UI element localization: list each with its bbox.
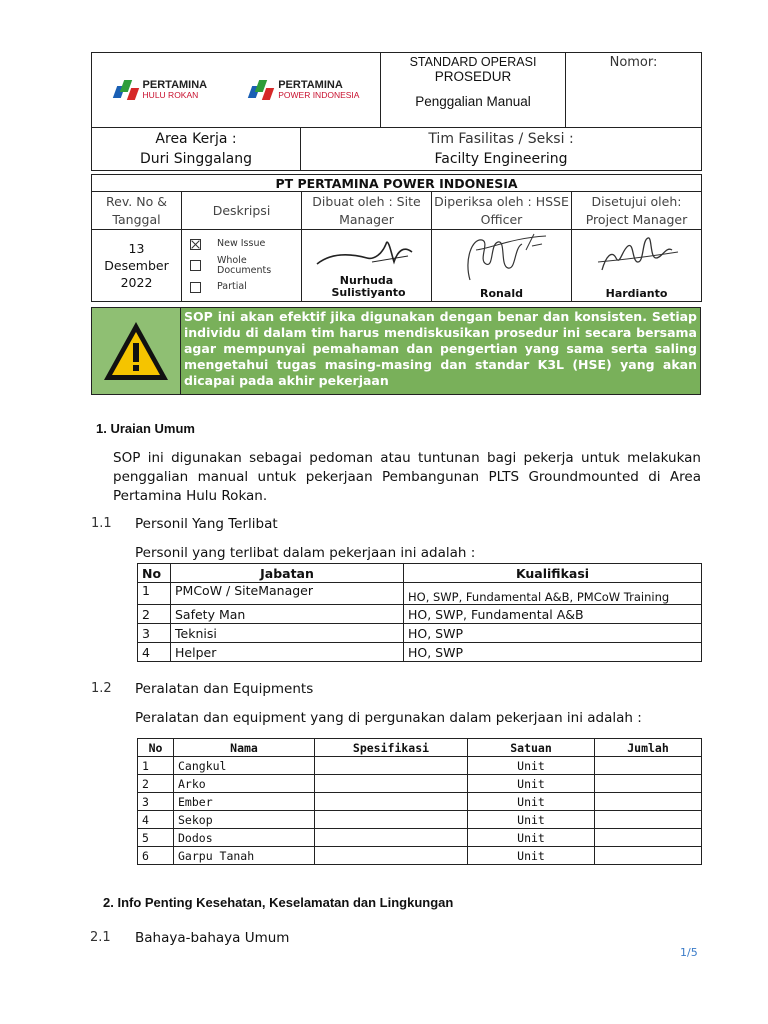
warning-text: SOP ini akan efektif jika digunakan dengan benar dan konsisten. Setiap individu di dalam tim harus mendiskusikan prosedur ini secara bersama agar mempunyai pemahaman dan pengertian yang sama serta saling mengetahui tugas masing-masing dan standar K3L (HSE) yang akan dicapai pada akhir pekerjaan [181, 308, 700, 394]
table-cell: Unit [468, 829, 595, 847]
logo2-name: PERTAMINA [278, 78, 343, 91]
option-new-issue [190, 239, 301, 250]
table-cell: HO, SWP, Fundamental A&B, PMCoW Training [404, 583, 702, 605]
table-cell: 3 [138, 624, 171, 643]
table-cell: Sekop [174, 811, 315, 829]
table-cell: Arko [174, 775, 315, 793]
section2-sub1-title: Bahaya-bahaya Umum [135, 930, 290, 946]
table-cell: HO, SWP, Fundamental A&B [404, 605, 702, 624]
sub1-number: 1.1 [91, 516, 112, 531]
table-row [138, 775, 702, 793]
table-cell: 2 [138, 775, 174, 793]
logo-cell [92, 53, 381, 128]
page-number: 1/5 [680, 946, 698, 959]
pertamina-logo-icon [248, 78, 274, 102]
table-cell [315, 757, 468, 775]
table-cell: Safety Man [171, 605, 404, 624]
pertamina-hulu-rokan-logo [113, 78, 208, 102]
date-month: Desember [104, 258, 169, 273]
table-cell [595, 829, 702, 847]
area-kerja-cell [92, 128, 301, 171]
personnel-header-jabatan: Jabatan [171, 564, 404, 583]
table-cell: Unit [468, 775, 595, 793]
table-row [138, 643, 702, 662]
equip-header-jumlah: Jumlah [595, 739, 702, 757]
table-row [138, 811, 702, 829]
approval-table [91, 174, 702, 302]
signature-ronald [442, 230, 562, 284]
table-cell: PMCoW / SiteManager [171, 583, 404, 605]
document-header [91, 52, 702, 171]
signer-made: Nurhuda Sulistiyanto [331, 274, 406, 299]
table-cell [595, 775, 702, 793]
table-row [138, 829, 702, 847]
personnel-header-kualifikasi: Kualifikasi [404, 564, 702, 583]
option-partial [190, 282, 301, 293]
col-made-header: Dibuat oleh : Site Manager [302, 192, 432, 230]
equipment-table [137, 738, 702, 865]
table-cell [315, 847, 468, 865]
sub2-intro: Peralatan dan equipment yang di pergunakan dalam pekerjaan ini adalah : [135, 710, 642, 726]
sub2-number: 1.2 [91, 681, 112, 696]
table-cell [595, 757, 702, 775]
table-row [138, 847, 702, 865]
description-options [182, 230, 302, 302]
date-day: 13 [128, 241, 145, 256]
table-cell: Cangkul [174, 757, 315, 775]
empty-box-icon [190, 282, 201, 293]
option-new-label: New Issue [217, 238, 266, 249]
sub1-intro: Personil yang terlibat dalam pekerjaan ini adalah : [135, 545, 476, 561]
table-cell: 1 [138, 583, 171, 605]
table-cell: 4 [138, 643, 171, 662]
sop-subtitle: Penggalian Manual [415, 94, 531, 109]
table-cell: Unit [468, 811, 595, 829]
table-cell [595, 847, 702, 865]
table-row [138, 605, 702, 624]
section2-heading: 2. Info Penting Kesehatan, Keselamatan dan Lingkungan [103, 895, 454, 910]
option-whole-documents [190, 256, 301, 276]
area-value: Duri Singgalang [140, 151, 252, 167]
col-desc-header: Deskripsi [182, 192, 302, 230]
table-cell: 5 [138, 829, 174, 847]
table-cell [315, 811, 468, 829]
sub1-title: Personil Yang Terlibat [135, 516, 278, 532]
table-row [138, 757, 702, 775]
warning-triangle-icon [101, 319, 171, 383]
pertamina-power-indonesia-logo [248, 78, 359, 102]
table-cell: Teknisi [171, 624, 404, 643]
table-cell: Helper [171, 643, 404, 662]
table-row [138, 583, 702, 605]
tim-label: Tim Fasilitas / Seksi : [428, 131, 574, 147]
logo2-sub: POWER INDONESIA [278, 90, 360, 101]
table-cell: Dodos [174, 829, 315, 847]
table-row [138, 624, 702, 643]
col-checked-header: Diperiksa oleh : HSSE Officer [432, 192, 572, 230]
table-cell [315, 775, 468, 793]
date-year: 2022 [120, 275, 153, 290]
section2-sub1-number: 2.1 [90, 930, 111, 945]
made-by-signature-cell [302, 230, 432, 302]
equip-header-no: No [138, 739, 174, 757]
table-cell: Ember [174, 793, 315, 811]
signer-approved: Hardianto [605, 287, 668, 300]
table-cell: Unit [468, 757, 595, 775]
sop-title-line2: PROSEDUR [434, 69, 512, 84]
signature-nurhuda [312, 232, 422, 272]
table-cell [595, 811, 702, 829]
option-partial-label: Partial [217, 281, 247, 292]
section1-heading: 1. Uraian Umum [96, 421, 195, 436]
signer-checked: Ronald [480, 287, 523, 300]
warning-box [91, 307, 701, 395]
personnel-header-no: No [138, 564, 171, 583]
nomor-cell [566, 53, 702, 128]
checked-by-signature-cell [432, 230, 572, 302]
equip-header-satuan: Satuan [468, 739, 595, 757]
checked-box-icon [190, 239, 201, 250]
area-label: Area Kerja : [155, 131, 237, 147]
table-cell [595, 793, 702, 811]
pertamina-logo-icon [113, 78, 139, 102]
sop-title-cell [381, 53, 566, 128]
sub2-title: Peralatan dan Equipments [135, 681, 314, 697]
table-cell: HO, SWP [404, 643, 702, 662]
col-approved-header: Disetujui oleh: Project Manager [572, 192, 702, 230]
logo1-sub: HULU ROKAN [142, 90, 199, 101]
signature-hardianto [582, 232, 692, 284]
logo1-name: PERTAMINA [142, 78, 208, 91]
nomor-label: Nomor: [609, 55, 658, 70]
table-cell [315, 829, 468, 847]
col-rev-header: Rev. No & Tanggal [92, 192, 182, 230]
option-whole-label: Whole Documents [217, 254, 272, 276]
table-cell: Unit [468, 847, 595, 865]
personnel-table [137, 563, 702, 662]
revision-date [92, 230, 182, 302]
table-cell: 1 [138, 757, 174, 775]
table-cell: 6 [138, 847, 174, 865]
tim-fasilitas-cell [301, 128, 702, 171]
table-cell: Garpu Tanah [174, 847, 315, 865]
equip-header-nama: Nama [174, 739, 315, 757]
section1-body: SOP ini digunakan sebagai pedoman atau tuntunan bagi pekerja untuk melakukan penggalian manual untuk pekerjaan Pembangunan PLTS Groundmounted di Area Pertamina Hulu Rokan. [113, 450, 701, 504]
table-cell: 4 [138, 811, 174, 829]
equip-header-spesifikasi: Spesifikasi [315, 739, 468, 757]
sop-title-line1: STANDARD OPERASI [409, 55, 537, 69]
company-name: PT PERTAMINA POWER INDONESIA [92, 175, 702, 192]
table-cell: Unit [468, 793, 595, 811]
empty-box-icon [190, 260, 201, 271]
table-cell: 3 [138, 793, 174, 811]
table-row [138, 793, 702, 811]
approved-by-signature-cell [572, 230, 702, 302]
warning-icon-cell [92, 308, 181, 394]
table-cell [315, 793, 468, 811]
tim-value: Facilty Engineering [434, 151, 568, 167]
table-cell: 2 [138, 605, 171, 624]
table-cell: HO, SWP [404, 624, 702, 643]
